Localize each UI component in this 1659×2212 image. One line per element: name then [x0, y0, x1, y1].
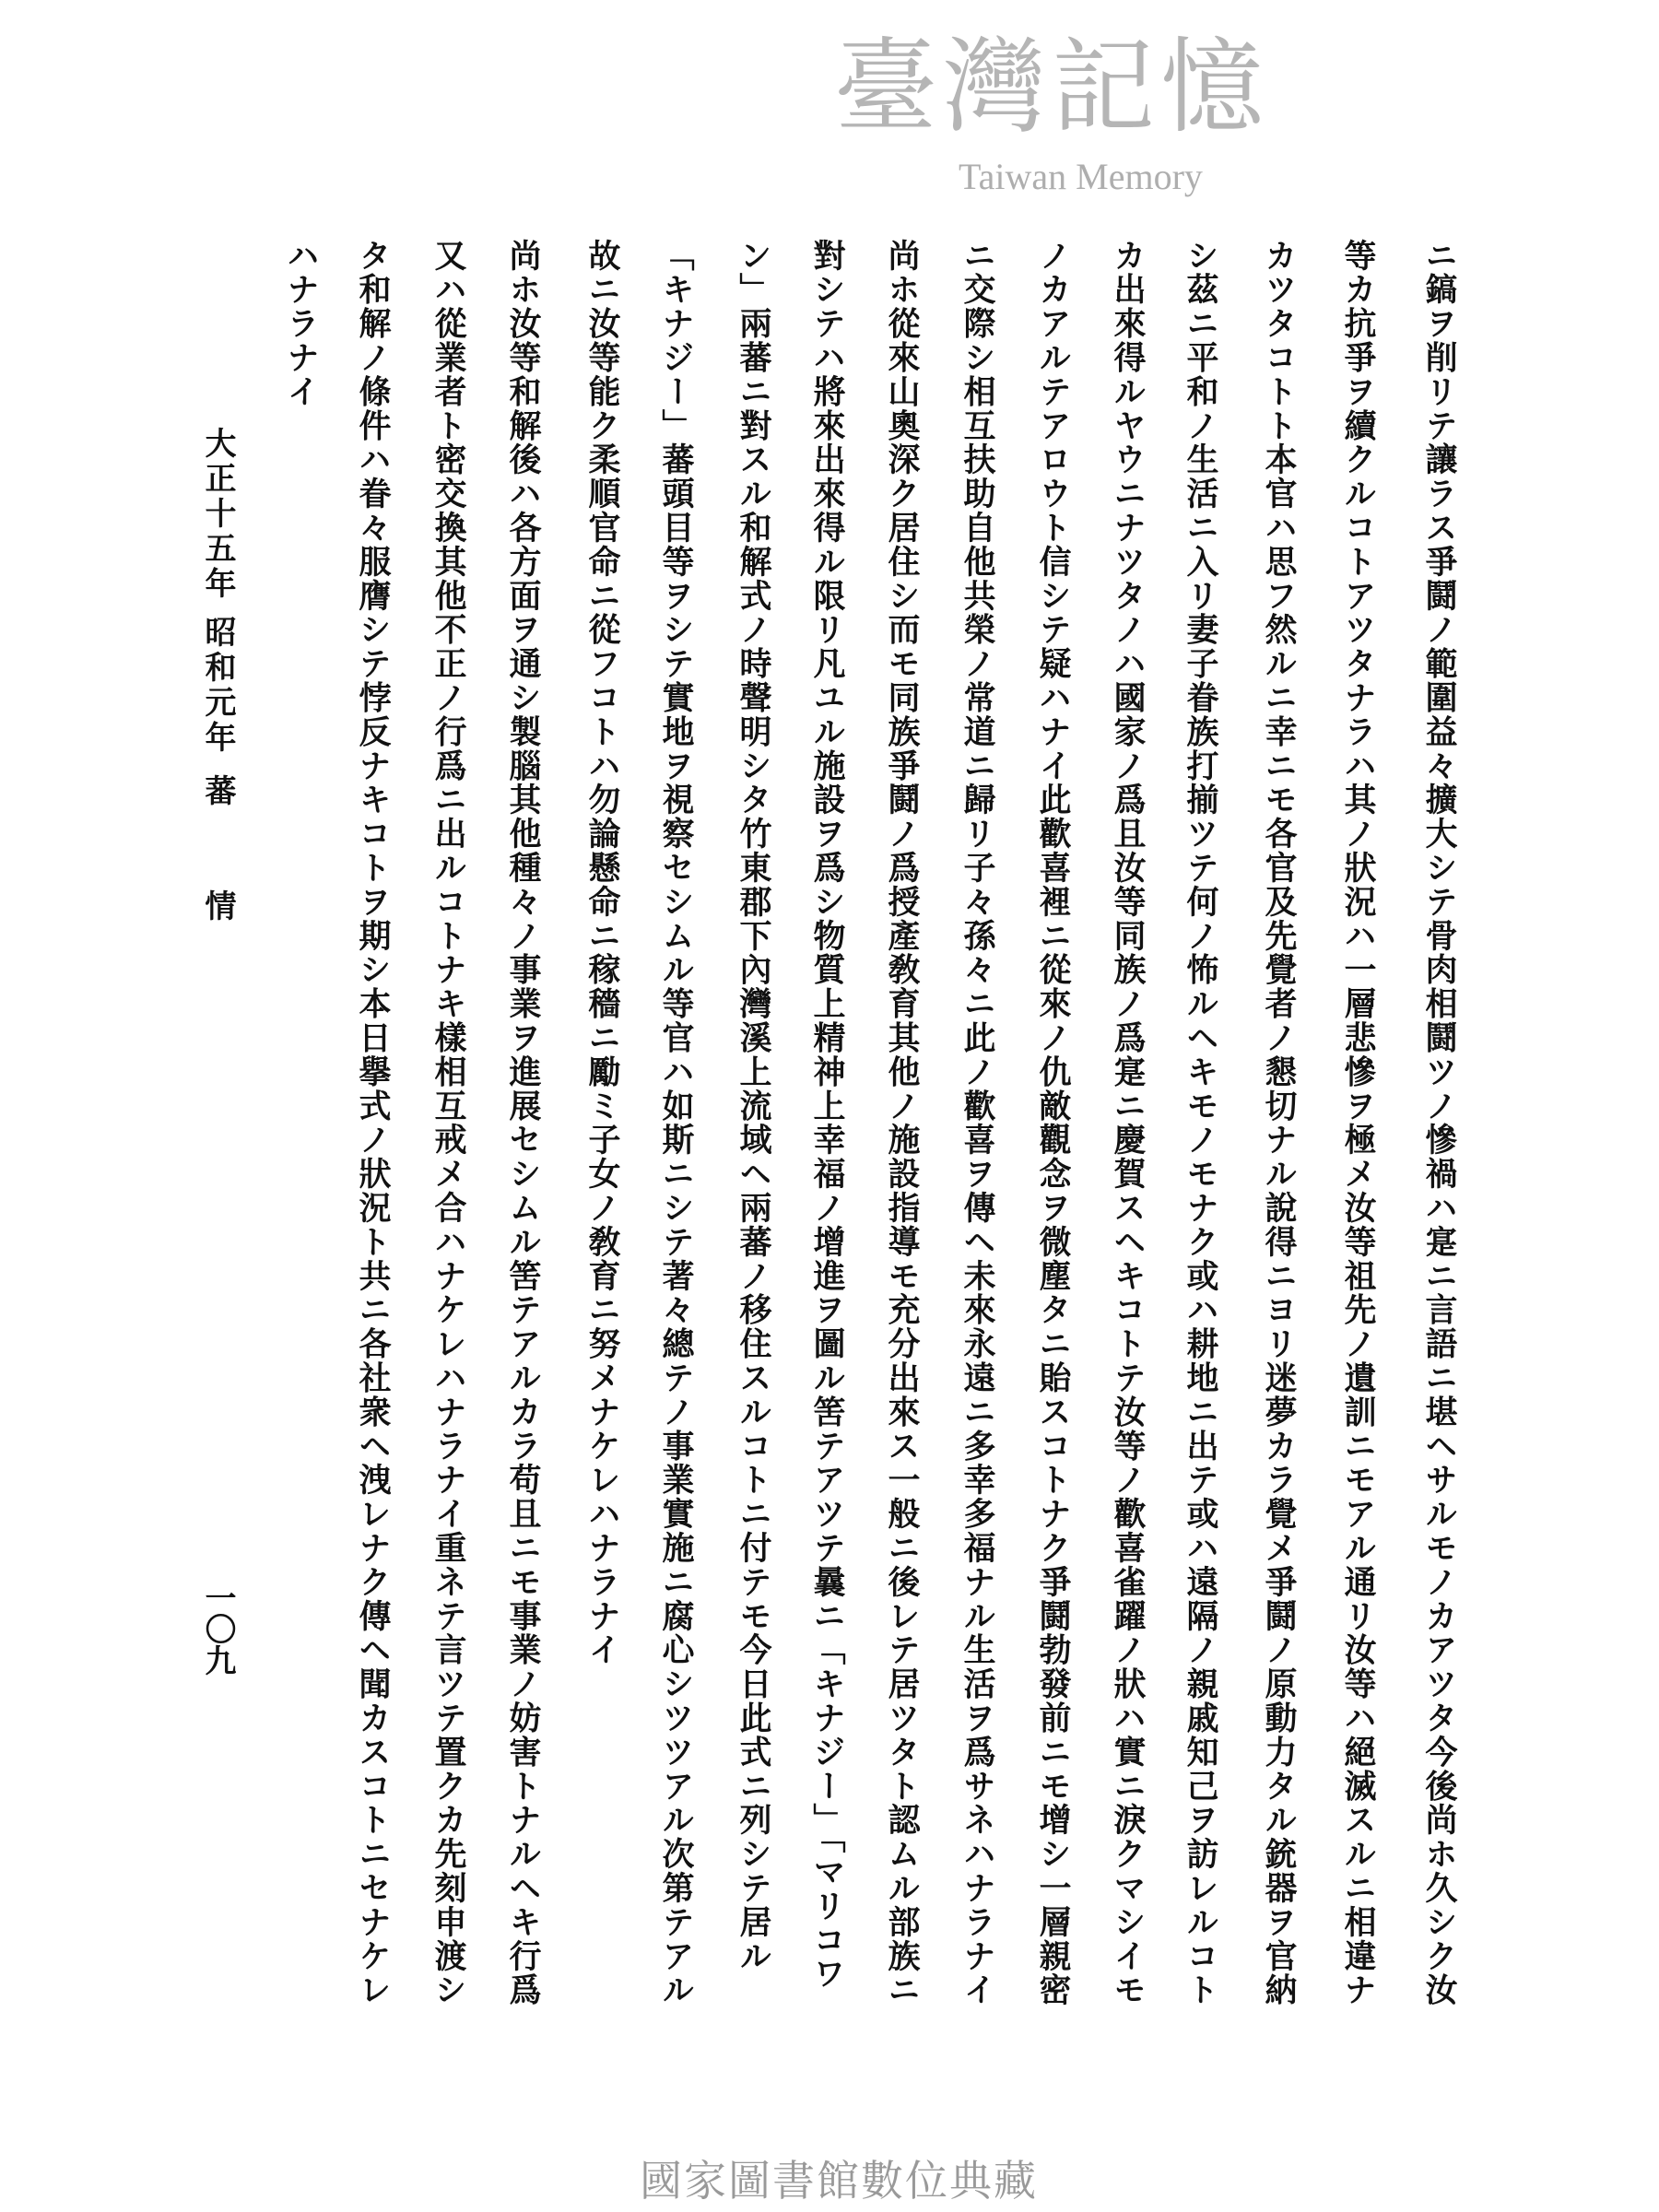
text-column: 故ニ汝等能ク柔順官命ニ從フコトハ勿論懸命ニ稼穡ニ勵ミ子女ノ敎育ニ努メナケレハナラナイ — [583, 239, 621, 1667]
text-column: カツタコトト本官ハ思フ然ルニ幸ニモ各官及先覺者ノ懇切ナル說得ニヨリ迷夢カラ覺メ爭鬪ノ原動力タル銃器ヲ官納 — [1260, 239, 1298, 2007]
text-column: タ和解ノ條件ハ眷々服膺シテ悖反ナキコトヲ期シ本日擧式ノ狀況ト共ニ各社衆ヘ洩レナク傳ヘ聞カスコトニセナケレ — [354, 239, 392, 2007]
library-credit: 國家圖書館數位典藏 — [640, 2156, 1038, 2206]
watermark-logo-subtitle: Taiwan Memory — [959, 156, 1203, 197]
text-column: ハナラナイ — [282, 239, 320, 409]
text-column: ニ交際シ相互扶助自他共榮ノ常道ニ歸リ子々孫々ニ此ノ歡喜ヲ傳ヘ未來永遠ニ多幸多福ナル生活ヲ爲サネハナラナイ — [959, 239, 996, 2007]
text-column: 對シテハ將來出來得ル限リ凡ユル施設ヲ爲シ物質上精神上幸福ノ增進ヲ圖ル筈テアツテ曩ニ「キナジー」「マリコワ — [808, 239, 846, 1992]
text-column: ン」兩蕃ニ對スル和解式ノ時聲明シタ竹東郡下內灣溪上流域ヘ兩蕃ノ移住スルコトニ付テモ今日此式ニ列シテ居ル — [735, 239, 772, 1973]
text-column: カ出來得ルヤウニナツタノハ國家ノ爲且汝等同族ノ爲寔ニ慶賀スヘキコトテ汝等ノ歡喜雀躍ノ狀ハ實ニ淚クマシイモ — [1109, 239, 1147, 2007]
text-column: 尚ホ從來山奧深ク居住シ而モ同族爭鬪ノ爲授產敎育其他ノ施設指導モ充分出來ス一般ニ後レテ居ツタト認ムル部族ニ — [883, 239, 921, 2007]
text-column: 尚ホ汝等和解後ハ各方面ヲ通シ製腦其他種々ノ事業ヲ進展セシムル筈テアルカラ苟且ニモ事業ノ妨害トナルヘキ行爲 — [504, 239, 542, 2007]
text-column: 等カ抗爭ヲ續クルコトアツタナラハ其ノ狀況ハ一層悲慘ヲ極メ汝等祖先ノ遺訓ニモアル通リ汝等ハ絕滅スルニ相違ナ — [1339, 239, 1377, 2007]
footer-era-taisho: 大正十五年 — [199, 427, 236, 602]
watermark-logo-text: 臺灣記憶 — [834, 28, 1269, 147]
footer-era-showa: 昭和元年 — [199, 616, 236, 756]
text-column: 「キナジー」蕃頭目等ヲシテ實地ヲ視察セシムル等官ハ如斯ニシテ著々總テノ事業實施ニ腐心シツツアル次第テアル — [657, 239, 695, 2007]
footer-title-part2: 情 — [199, 889, 236, 924]
text-column: シ茲ニ平和ノ生活ニ入リ妻子眷族打揃ツテ何ノ怖ルヘキモノモナク或ハ耕地ニ出テ或ハ遠隔ノ親戚知己ヲ訪レルコト — [1182, 239, 1219, 2007]
footer-title-part1: 蕃 — [199, 774, 236, 809]
text-column: 又ハ從業者ト密交換其他不正ノ行爲ニ出ルコトナキ樣相互戒メ合ハナケレハナラナイ重ネテ言ツテ置クカ先刻申渡シ — [429, 239, 467, 2007]
text-column: ノカアルテアロウト信シテ疑ハナイ此歡喜裡ニ從來ノ仇敵觀念ヲ微塵タニ貽スコトナク爭鬪勃發前ニモ增シ一層親密 — [1034, 239, 1072, 2007]
page-number: 一〇九 — [199, 1582, 236, 1676]
text-column: ニ鎬ヲ削リテ讓ラス爭鬪ノ範圍益々擴大シテ骨肉相鬪ツノ慘禍ハ寔ニ言語ニ堪ヘサルモノカアツタ今後尚ホ久シク汝 — [1420, 239, 1458, 2007]
